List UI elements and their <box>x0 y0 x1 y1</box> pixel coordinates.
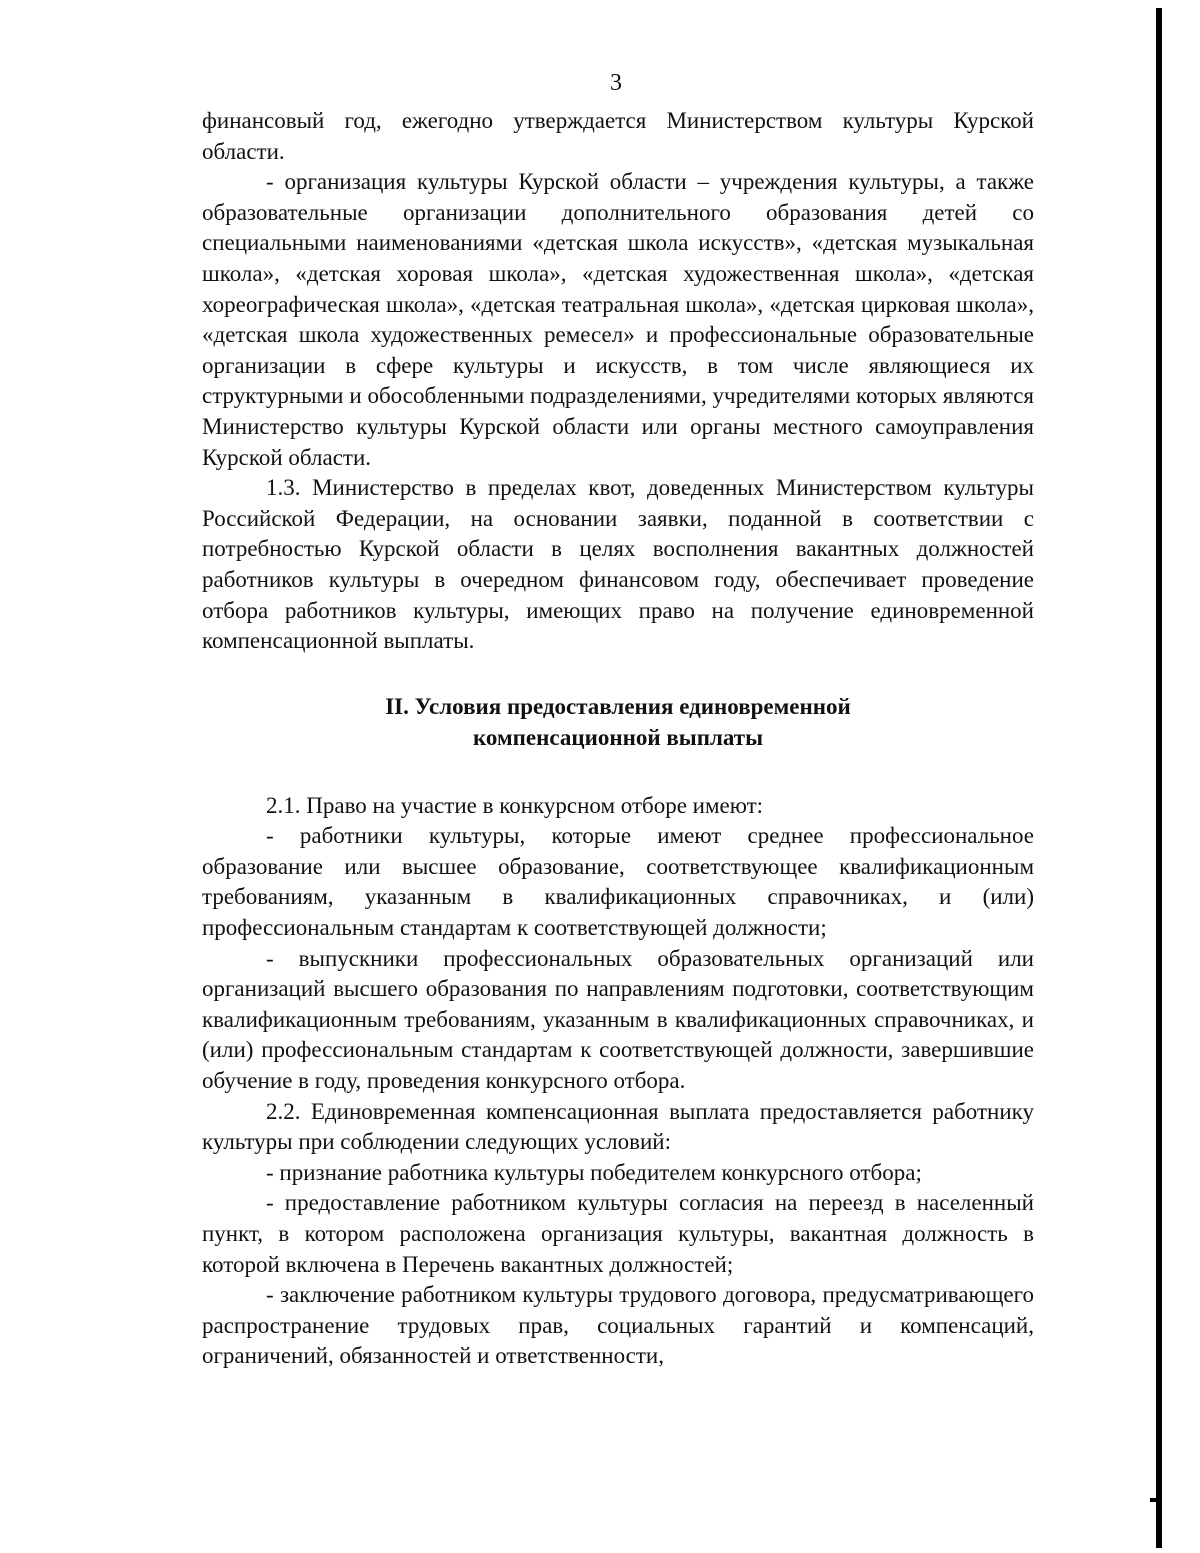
section-heading-line: компенсационной выплаты <box>472 724 764 750</box>
scan-edge-mark <box>1150 1498 1158 1502</box>
paragraph: - выпускники профессиональных образовательных организаций или организаций высшего образования по направлениям подготовки, соответствующим квалификационным требованиям, указанным в квалификационных справочниках, и (или) профессиональным стандартам к соответствующей должности, завершившие обучение в году, проведения конкурсного отбора. <box>202 945 1034 1094</box>
page-number: 3 <box>610 70 622 96</box>
scan-page-edge <box>1156 8 1162 1548</box>
paragraph: 1.3. Министерство в пределах квот, доведенных Министерством культуры Российской Федерации, на основании заявки, поданной в соответствии с потребностью Курской области в целях восполнения вакантных должностей работников культуры в очередном финансовом году, обеспечивает проведение отбора работников культуры, имеющих право на получение единовременной компенсационной выплаты. <box>202 475 1034 654</box>
paragraph: - признание работника культуры победителем конкурсного отбора; <box>266 1159 922 1185</box>
paragraph: - организация культуры Курской области – учреждения культуры, а также образовательные организации дополнительного образования детей со специальными наименованиями «детская школа искусств», «детская музыкальная школа», «детская хоровая школа», «детская художественная школа», «детская хореографическая школа», «детская театральная школа», «детская цирковая школа», «детская школа художественных ремесел» и профессиональные образовательные организации в сфере культуры и искусств, в том числе являющиеся их структурными и обособленными подразделениями, учредителями которых являются Министерство культуры Курской области или органы местного самоуправления Курской области. <box>202 169 1034 470</box>
paragraph: - работники культуры, которые имеют среднее профессиональное образование или высшее образование, соответствующее квалификационным требованиям, указанным в квалификационных справочниках, и (или) профессиональным стандартам к соответствующей должности; <box>202 823 1034 941</box>
paragraph: - предоставление работником культуры согласия на переезд в населенный пункт, в котором расположена организация культуры, вакантная должность в которой включена в Перечень вакантных должностей; <box>202 1190 1034 1277</box>
section-heading-line: II. Условия предоставления единовременной <box>385 693 851 719</box>
document-body <box>202 106 1034 1372</box>
paragraph: 2.2. Единовременная компенсационная выплата предоставляется работнику культуры при соблюдении следующих условий: <box>202 1098 1034 1155</box>
paragraph: финансовый год, ежегодно утверждается Министерством культуры Курской области. <box>202 108 1034 164</box>
paragraph: 2.1. Право на участие в конкурсном отборе имеют: <box>266 792 764 818</box>
paragraph: - заключение работником культуры трудового договора, предусматривающего распространение трудовых прав, социальных гарантий и компенсаций, ограничений, обязанностей и ответственности, <box>202 1282 1034 1369</box>
section-heading <box>202 691 1034 753</box>
